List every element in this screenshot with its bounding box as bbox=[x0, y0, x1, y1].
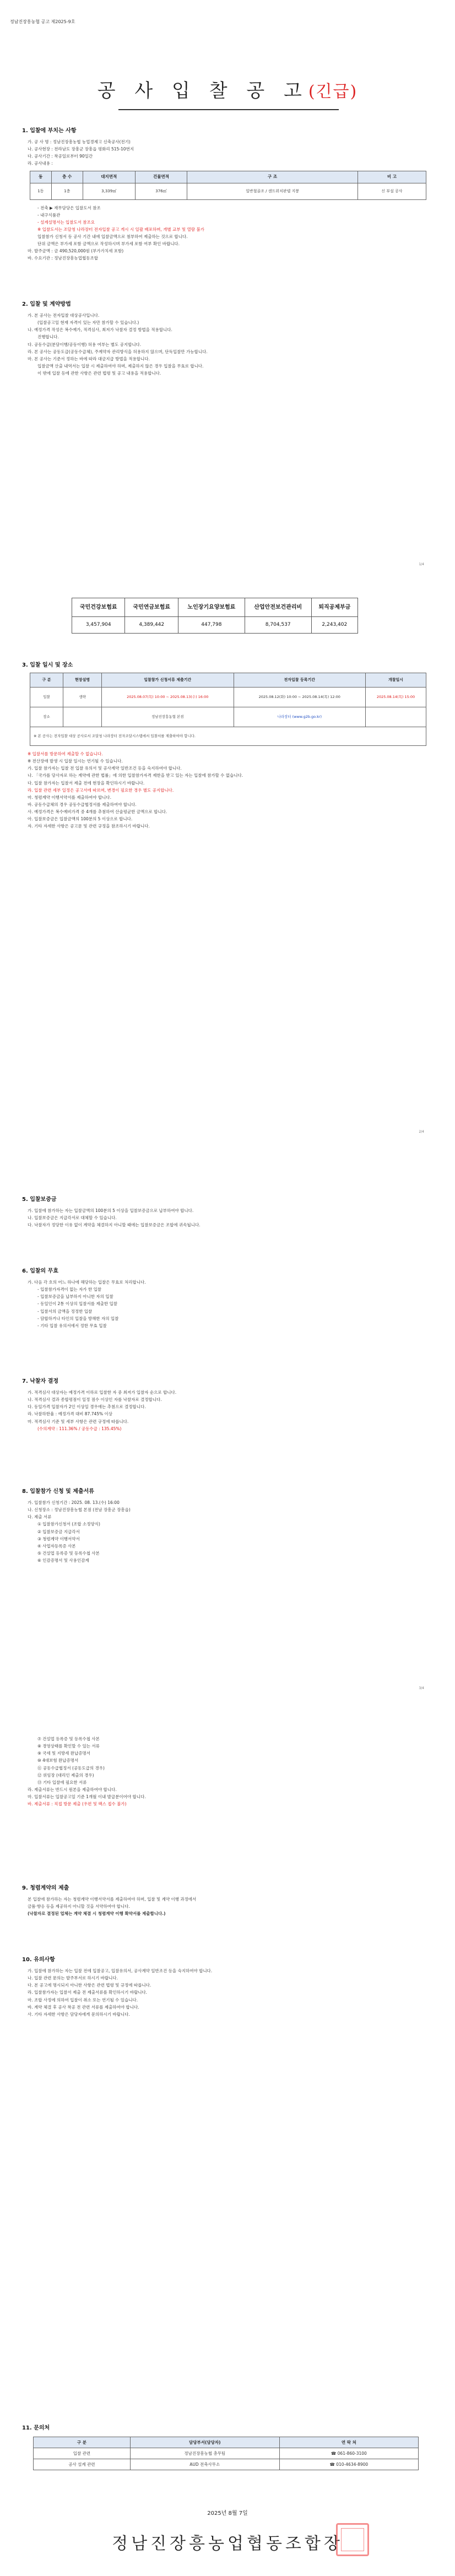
s10-line: 가. 입찰에 참가하는 자는 입찰 전에 입찰공고, 입찰유의서, 공사계약 일반조건 등을 숙지하여야 합니다. bbox=[28, 1968, 213, 1973]
s2-line: 나. 예정가격 작성은 복수예가, 적격심사, 최저가 낙찰자 결정 방법을 적용합니다. bbox=[28, 327, 172, 333]
issuer-name: 정남진장흥농업협동조합장 bbox=[112, 2534, 343, 2553]
table-header: 전자입찰 등록기간 bbox=[234, 673, 366, 688]
table-header: 구 조 bbox=[187, 171, 358, 183]
table-cell: 4,389,442 bbox=[125, 617, 178, 634]
schedule-table bbox=[30, 673, 426, 746]
table-row bbox=[34, 2459, 419, 2470]
table-note: ※ 본 공사는 전자입찰 대상 공사로서 조달청 나라장터 전자조달시스템에서 입찰서를 제출하여야 합니다. bbox=[30, 727, 426, 746]
s1-line: 가. 공 사 명 : 정남진장흥농협 농업경제고 신축공사(전기) bbox=[28, 139, 131, 144]
table-cell bbox=[366, 707, 426, 727]
s3-line: ※ 전산장애 발생 시 입찰 일시는 연기될 수 있습니다. bbox=[28, 759, 123, 764]
section-9-title: 9. 청렴계약의 제출 bbox=[22, 1885, 69, 1891]
table-row bbox=[30, 727, 426, 746]
s1-note: - 설계설명서는 입찰도서 참조요 bbox=[37, 219, 95, 225]
section-3-title: 3. 입찰 일시 및 장소 bbox=[22, 662, 73, 668]
s7-line: 라. 낙찰하한율 : 예정가격 대비 87.745% 이상 bbox=[28, 1411, 113, 1417]
s8-line: ① 입찰참가신청서 (조합 소정양식) bbox=[37, 1522, 100, 1527]
s2-line: (입찰공고일 현재 자격이 있는 자만 참가할 수 있습니다.) bbox=[37, 320, 139, 326]
s8b-line: 바. 제출서류 : 직접 방문 제출 (우편 및 팩스 접수 불가) bbox=[28, 1801, 127, 1807]
table-cell: 일반철골조 / 샌드위치판넬 지붕 bbox=[187, 183, 358, 199]
table-header: 구 분 bbox=[30, 673, 63, 688]
s3-line: 아. 입찰보증금은 입찰금액의 100분의 5 이상으로 합니다. bbox=[28, 816, 133, 822]
table-header: 입찰참가 신청서류 제출기간 bbox=[102, 673, 234, 688]
section-8-title: 8. 입찰참가 신청 및 제출서류 bbox=[22, 1489, 94, 1495]
page-title bbox=[0, 77, 455, 105]
table-header: 연 락 처 bbox=[279, 2437, 418, 2448]
s8-line: ⑥ 인감증명서 및 사용인감계 bbox=[37, 1558, 89, 1563]
section-1 bbox=[22, 127, 441, 262]
section-2 bbox=[22, 300, 441, 377]
s7-line: (수의계약 : 111.36% / 공동수급 : 135.45%) bbox=[37, 1426, 122, 1431]
insurance-table bbox=[72, 598, 358, 634]
table-cell: 3,339㎡ bbox=[83, 183, 135, 199]
s6-line: - 입찰참가자격이 없는 자가 한 입찰 bbox=[37, 1287, 102, 1292]
table-cell: 2025.08.12(화) 10:00 ~ 2025.08.14(목) 12:00 bbox=[234, 688, 366, 707]
section-7 bbox=[22, 1377, 441, 1432]
table-header: 담당부서(담당자) bbox=[130, 2437, 279, 2448]
s6-line: 가. 다음 각 호의 어느 하나에 해당하는 입찰은 무효로 처리합니다. bbox=[28, 1280, 146, 1285]
s10-line: 마. 조합 사정에 의하여 입찰이 취소 또는 연기될 수 있습니다. bbox=[28, 1997, 138, 2003]
table-cell bbox=[63, 707, 102, 727]
s2-line: 이 밖에 입찰 등에 관한 사항은 관련 법령 및 공고 내용을 적용합니다. bbox=[37, 371, 161, 376]
s10-line: 다. 본 공고에 명시되지 아니한 사항은 관련 법령 및 규정에 따릅니다. bbox=[28, 1983, 151, 1988]
section-9 bbox=[22, 1884, 441, 1917]
s8b-line: 라. 제출서류는 반드시 원본을 제출하여야 합니다. bbox=[28, 1787, 117, 1792]
s3-line: 사. 예정가격은 복수예비가격 중 4개를 추첨하여 산술평균한 금액으로 합니다. bbox=[28, 809, 167, 814]
s6-line: - 입찰보증금을 납부하지 아니한 자의 입찰 bbox=[37, 1294, 113, 1300]
table-header-row bbox=[30, 673, 426, 688]
s1-note: ※ 입찰도서는 조달청 나라장터 전자입찰 공고 게시 시 일괄 배포하며, 개별 교부 및 열람 불가 bbox=[37, 226, 204, 232]
s8b-line: ⑩ 4대보험 완납증명서 bbox=[37, 1758, 79, 1763]
s2-line: 마. 본 공사는 기준서 정하는 바에 따라 대금지급 방법을 적용합니다. bbox=[28, 356, 150, 361]
s1-line: 나. 공사현장 : 전라남도 장흥군 장흥읍 평화리 515-10번지 bbox=[28, 147, 134, 152]
s1-note: - 내구식품관 bbox=[37, 212, 61, 218]
table-cell: 1층 bbox=[51, 183, 83, 199]
construction-table bbox=[30, 171, 426, 200]
table-cell: 2,243,402 bbox=[311, 617, 358, 634]
section-2-title: 2. 입찰 및 계약방법 bbox=[22, 301, 71, 307]
table-row bbox=[30, 688, 426, 707]
table-row bbox=[34, 2448, 419, 2459]
table-header: 비 고 bbox=[358, 171, 426, 183]
table-header: 건물면적 bbox=[135, 171, 187, 183]
table-cell: 입찰 bbox=[30, 688, 63, 707]
s10-line: 나. 입찰 관련 문의는 발주부서로 하시기 바랍니다. bbox=[28, 1976, 118, 1981]
s1-line: 다. 공사기간 : 착공일로부터 90일간 bbox=[28, 154, 93, 159]
section-5-title: 5. 입찰보증금 bbox=[22, 1197, 57, 1203]
table-cell: 3,457,904 bbox=[72, 617, 125, 634]
s1-note: - 전축 ▶ 재무담당은 입찰도서 참조 bbox=[37, 205, 101, 210]
s1-amount: 마. 발주금액 : 금 490,520,000원 (부가가치세 포함) bbox=[28, 248, 124, 254]
s3-line: 다. 입찰 참가자는 입찰서 제출 전에 현장을 확인하시기 바랍니다. bbox=[28, 780, 145, 786]
table-cell: 나라장터 (www.g2b.go.kr) bbox=[234, 707, 366, 727]
table-header: 노인장기요양보험료 bbox=[178, 598, 245, 617]
table-cell: 376㎡ bbox=[135, 183, 187, 199]
s8b-line: ⑬ 기타 입찰에 필요한 서류 bbox=[37, 1779, 87, 1785]
s3-line: 자. 기타 자세한 사항은 공고문 및 관련 규정을 참조하시기 바랍니다. bbox=[28, 824, 150, 829]
s8-line: ⑤ 건설업 등록증 및 등록수첩 사본 bbox=[37, 1550, 100, 1556]
table-header: 국민건강보험료 bbox=[72, 598, 125, 617]
table-cell: 신 부설 공사 bbox=[358, 183, 426, 199]
s8-line: 나. 신청장소 : 정남진장흥농협 본점 (전남 장흥군 장흥읍) bbox=[28, 1507, 131, 1513]
s7-line: 나. 적격심사 결과 종합평점이 일정 점수 이상인 자를 낙찰자로 결정합니다. bbox=[28, 1397, 162, 1403]
table-header: 층 수 bbox=[51, 171, 83, 183]
table-cell: 447,798 bbox=[178, 617, 245, 634]
section-1-title: 1. 입찰에 부치는 사항 bbox=[22, 128, 77, 134]
s7-line: 다. 동일가격 입찰자가 2인 이상일 경우에는 추첨으로 결정합니다. bbox=[28, 1404, 146, 1410]
s1-note: 입찰참가 신청서 등 공사 기간 내에 입찰금액으로 첨부하여 제출하는 것으로 합니다. bbox=[37, 234, 188, 239]
table-cell: 2025.08.14(목) 15:00 bbox=[366, 688, 426, 707]
s8-line: ③ 청렴계약 이행서약서 bbox=[37, 1536, 80, 1541]
section-5 bbox=[22, 1195, 441, 1229]
section-10 bbox=[22, 1956, 441, 2018]
s3-line: 바. 공동수급체의 경우 공동수급협정서를 제출하여야 합니다. bbox=[28, 802, 137, 807]
table-cell: 장소 bbox=[30, 707, 63, 727]
title-underline bbox=[118, 109, 339, 110]
insurance-section bbox=[39, 598, 455, 634]
s2-line: 다. 공동수급(분담이행/공동이행) 허용 여부는 별도 공지합니다. bbox=[28, 342, 142, 347]
s3-line: 나. 「국가를 당사자로 하는 계약에 관한 법률」에 의한 입찰참가자격 제한을 받고 있는 자는 입찰에 참가할 수 없습니다. bbox=[28, 773, 243, 778]
s3-line: ※ 입찰서를 방문하여 제출할 수 없습니다. bbox=[28, 751, 103, 756]
s9-line: (낙찰자로 결정된 업체는 계약 체결 시 청렴계약 이행 확약서를 제출합니다.) bbox=[28, 1911, 166, 1917]
table-cell: ☎ 061-860-3100 bbox=[279, 2448, 418, 2459]
section-10-title: 10. 유의사항 bbox=[22, 1957, 55, 1963]
table-cell: 정남진장흥농협 총무팀 bbox=[130, 2448, 279, 2459]
table-header: 동 bbox=[30, 171, 52, 183]
notice-number: 정남진장흥농협 공고 제2025-9호 bbox=[10, 19, 75, 24]
s2-line: 입찰금액 산출 내역서는 입찰 시 제출하여야 하며, 제출하지 않은 경우 입찰을 무효로 합니다. bbox=[37, 363, 204, 369]
table-cell: 생략 bbox=[63, 688, 102, 707]
table-header-row bbox=[34, 2437, 419, 2448]
s8-line: 가. 입찰참가 신청기간 : 2025. 08. 13.(수) 16:00 bbox=[28, 1500, 120, 1505]
table-header: 대지면적 bbox=[83, 171, 135, 183]
section-8-continued bbox=[22, 1735, 441, 1807]
s2-line: 가. 본 공사는 전자입찰 대상공사입니다. bbox=[28, 313, 100, 318]
s8b-line: ⑨ 국세 및 지방세 완납증명서 bbox=[37, 1751, 90, 1756]
section-8 bbox=[22, 1487, 441, 1564]
s3-line: 마. 청렴계약 이행서약서를 제출하여야 합니다. bbox=[28, 794, 111, 800]
page-footer: 1/4 bbox=[419, 562, 424, 566]
table-cell: 2025.08.07(목) 10:00 ~ 2025.08.13(수) 16:00 bbox=[102, 688, 234, 707]
table-cell: 입찰 관련 bbox=[34, 2448, 131, 2459]
s10-line: 바. 계약 체결 후 공사 착공 전 관련 서류를 제출하여야 합니다. bbox=[28, 2004, 139, 2010]
table-header: 구 분 bbox=[34, 2437, 131, 2448]
section-6-title: 6. 입찰의 무효 bbox=[22, 1268, 59, 1274]
table-cell: ☎ 010-4634-8900 bbox=[279, 2459, 418, 2470]
s8-line: 다. 제출 서류 bbox=[28, 1514, 52, 1520]
s8b-line: ⑪ 공동수급협정서 (공동도급의 경우) bbox=[37, 1765, 105, 1771]
s8b-line: ⑫ 위임장 (대리인 제출의 경우) bbox=[37, 1772, 94, 1778]
section-7-title: 7. 낙찰자 결정 bbox=[22, 1378, 59, 1384]
sign-date: 2025년 8월 7일 bbox=[207, 2510, 248, 2517]
s8b-line: ⑦ 건설업 등록증 및 등록수첩 사본 bbox=[37, 1736, 100, 1741]
s5-line: 다. 낙찰자가 정당한 이유 없이 계약을 체결하지 아니할 때에는 입찰보증금은 조합에 귀속됩니다. bbox=[28, 1222, 201, 1228]
s10-line: 라. 입찰참가자는 입찰서 제출 전 제출서류를 확인하시기 바랍니다. bbox=[28, 1990, 148, 1995]
table-row bbox=[30, 707, 426, 727]
table-row bbox=[72, 617, 358, 634]
s8-line: ④ 사업자등록증 사본 bbox=[37, 1543, 76, 1549]
s9-line: 본 입찰에 참가하는 자는 청렴계약 이행서약서를 제출하여야 하며, 입찰 및 계약 이행 과정에서 bbox=[28, 1897, 197, 1902]
s7-line: 마. 적격심사 기준 및 세부 사항은 관련 규정에 따릅니다. bbox=[28, 1419, 129, 1424]
s2-line: 진행합니다. bbox=[37, 334, 59, 340]
s10-line: 사. 기타 자세한 사항은 담당자에게 문의하시기 바랍니다. bbox=[28, 2011, 130, 2017]
table-cell: 정남진장흥농협 본점 bbox=[102, 707, 234, 727]
s8b-line: ⑧ 경영상태를 확인할 수 있는 서류 bbox=[37, 1744, 100, 1749]
table-header: 국민연금보험료 bbox=[125, 598, 178, 617]
section-11 bbox=[22, 2424, 441, 2470]
s3-line: 라. 입찰 관련 세부 일정은 공고서에 따르며, 변경이 필요한 경우 별도 공지합니다. bbox=[28, 787, 174, 793]
s6-line: - 입찰서의 금액을 정정한 입찰 bbox=[37, 1308, 93, 1314]
s1-note: 단위 금액은 부가세 포함 금액으로 작성하시며 부가세 포함 여부 확인 바랍니다. bbox=[37, 241, 180, 247]
table-cell: AUD 전축사무소 bbox=[130, 2459, 279, 2470]
s5-line: 나. 입찰보증금은 지급각서로 대체할 수 있습니다. bbox=[28, 1215, 117, 1221]
table-row bbox=[30, 183, 426, 199]
table-header: 개찰일시 bbox=[366, 673, 426, 688]
title-main: 공 사 입 찰 공 고 bbox=[97, 80, 308, 102]
table-header: 퇴직공제부금 bbox=[311, 598, 358, 617]
table-cell: 1동 bbox=[30, 183, 52, 199]
s1-client: 바. 수요기관 : 정남진장흥농업협동조합 bbox=[28, 256, 98, 261]
table-cell: 공사 설계 관련 bbox=[34, 2459, 131, 2470]
table-header: 산업안전보건관리비 bbox=[245, 598, 311, 617]
section-6 bbox=[22, 1267, 441, 1329]
table-cell: 8,704,537 bbox=[245, 617, 311, 634]
section-3 bbox=[22, 661, 441, 830]
s1-line: 라. 공사내용 : bbox=[28, 161, 53, 166]
table-header-row bbox=[72, 598, 358, 617]
contact-table bbox=[33, 2437, 419, 2470]
table-header-row bbox=[30, 171, 426, 183]
s6-line: - 담합하거나 타인의 입찰을 방해한 자의 입찰 bbox=[37, 1316, 119, 1321]
s6-line: - 기타 입찰 유의서에서 정한 무효 입찰 bbox=[37, 1323, 107, 1328]
s5-line: 가. 입찰에 참가하는 자는 입찰금액의 100분의 5 이상을 입찰보증금으로 납부하여야 합니다. bbox=[28, 1208, 194, 1213]
s7-line: 가. 적격심사 대상자는 예정가격 이하로 입찰한 자 중 최저가 입찰자 순으로 합니다. bbox=[28, 1390, 177, 1395]
s8b-line: 마. 입찰서류는 입찰공고일 기준 1개월 이내 발급분이어야 합니다. bbox=[28, 1794, 146, 1799]
title-urgent: (긴급) bbox=[308, 82, 358, 101]
page-footer: 2/4 bbox=[419, 1130, 424, 1134]
s2-line: 라. 본 공사는 공동도급(공동수급체), 주계약자 관리방식을 허용하지 않으며, 단독입찰만 가능합니다. bbox=[28, 349, 208, 354]
s3-line: 가. 입찰 참가자는 입찰 전 입찰 유의서 및 공사계약 일반조건 등을 숙지하여야 합니다. bbox=[28, 766, 182, 771]
table-header: 현장설명 bbox=[63, 673, 102, 688]
s9-line: 금품·향응 등을 제공하지 아니할 것을 서약하여야 합니다. bbox=[28, 1904, 130, 1909]
s8-line: ② 입찰보증금 지급각서 bbox=[37, 1529, 80, 1534]
s6-line: - 동일인이 2통 이상의 입찰서를 제출한 입찰 bbox=[37, 1301, 117, 1307]
page-footer: 3/4 bbox=[419, 1686, 424, 1690]
official-seal bbox=[336, 2523, 369, 2556]
section-11-title: 11. 문의처 bbox=[22, 2425, 50, 2431]
